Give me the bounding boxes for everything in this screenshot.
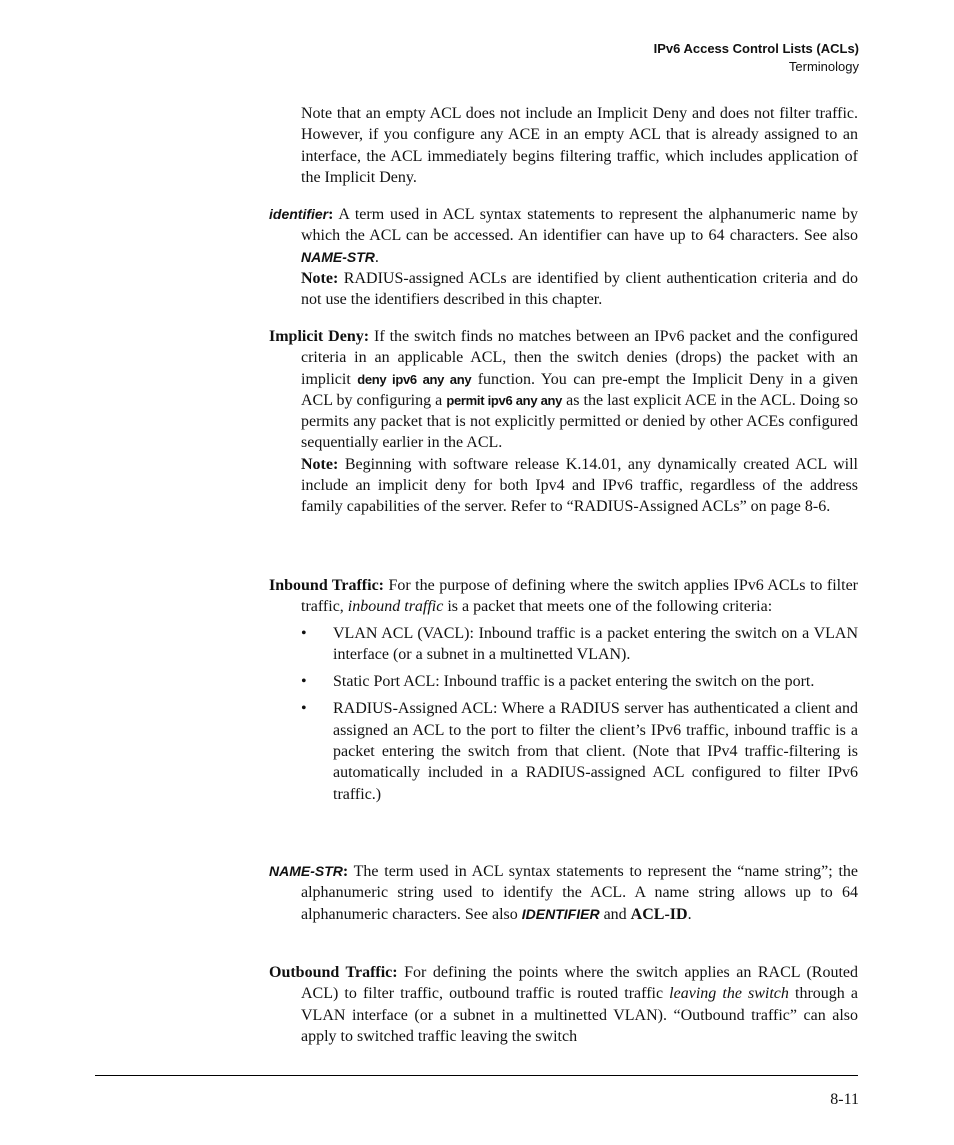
see-also-identifier: IDENTIFIER <box>521 905 600 922</box>
bullet-icon: • <box>301 673 307 691</box>
term-implicit-deny: Implicit Deny: <box>269 328 370 345</box>
entry-outbound-traffic <box>269 962 858 1047</box>
term-name-str: NAME-STR <box>269 863 343 879</box>
entry-name-str <box>269 861 858 925</box>
bullet-icon: • <box>301 700 307 718</box>
inbound-definition: Inbound Traffic: For the purpose of defining where the switch applies IPv6 ACLs to filter traffic, inbound traffic is a packet that meets one of the following criteria: <box>269 577 858 616</box>
entry-identifier <box>269 204 858 310</box>
outbound-definition: Outbound Traffic: For defining the points where the switch applies an RACL (Routed ACL) to filter traffic, outbound traffic is routed traffic leaving the switch through a VLAN interface (or a subnet in a multinetted VLAN). “Outbound traffic” can also apply to switched traffic leaving the switch <box>269 964 859 1045</box>
page-number: 8-11 <box>830 1091 859 1108</box>
bullet-icon: • <box>301 624 307 642</box>
implicit-deny-note: Note: Beginning with software release K.14.01, any dynamically created ACL will include an implicit deny for both Ipv4 and IPv6 traffic, regardless of the address family capabilities of the server. Refer to “RADIUS-Assigned ACLs” on page 8-6. <box>301 455 858 516</box>
list-item: • Static Port ACL: Inbound traffic is a packet entering the switch on the port. <box>301 671 858 692</box>
list-item: • VLAN ACL (VACL): Inbound traffic is a packet entering the switch on a VLAN interface (or a subnet in a multinetted VLAN). <box>301 624 858 663</box>
term-outbound-traffic: Outbound Traffic: <box>269 964 398 981</box>
implicit-deny-definition: Implicit Deny: If the switch finds no matches between an IPv6 packet and the configured criteria in an applicable ACL, then the switch denies (drops) the packet with an implicit deny ipv6 any any function. You can pre-empt the Implicit Deny in a given ACL by configuring a permit ipv6 any any as the last explicit ACE in the ACL. Doing so permits any packet that is not explicitly permitted or denied by other ACEs configured sequentially earlier in the ACL. <box>269 328 859 452</box>
footer-rule <box>95 1075 858 1076</box>
running-header-title: IPv6 Access Control Lists (ACLs) <box>653 41 859 56</box>
see-also-acl-id: ACL-ID <box>630 905 688 923</box>
command-permit: permit ipv6 any any <box>446 392 563 408</box>
intro-paragraph: Note that an empty ACL does not include an Implicit Deny and does not filter traffic. However, if you configure any ACE in an empty ACL that is already assigned to an interface, the ACL immediately begins filtering traffic, which includes application of the Implicit Deny. <box>301 105 858 186</box>
inbound-criteria-list <box>269 623 858 805</box>
name-str-definition: NAME-STR: The term used in ACL syntax statements to represent the “name string”; the alphanumeric string used to identify the ACL. A name string allows up to 64 alphanumeric characters. See also IDENTIFIER and ACL-ID. <box>269 863 858 923</box>
identifier-definition: identifier: A term used in ACL syntax statements to represent the alphanumeric name by which the ACL can be accessed. An identifier can have up to 64 characters. See also NAME-STR. <box>269 206 858 266</box>
entry-implicit-deny <box>269 326 858 518</box>
running-header-subtitle: Terminology <box>788 59 859 74</box>
entry-inbound-traffic <box>269 575 858 811</box>
term-identifier: identifier <box>269 206 329 222</box>
command-deny: deny ipv6 any any <box>357 371 472 387</box>
term-inbound-traffic: Inbound Traffic: <box>269 577 385 594</box>
list-item: • RADIUS-Assigned ACL: Where a RADIUS server has authenticated a client and assigned an ACL to the port to filter the client’s IPv6 traffic, inbound traffic is a packet entering the switch from that client. (Note that IPv4 traffic-filtering is automatically included in a RADIUS-assigned ACL configured to filter IPv6 traffic.) <box>301 700 858 803</box>
identifier-note: Note: RADIUS-assigned ACLs are identified by client authentication criteria and do not use the identifiers described in this chapter. <box>301 269 858 309</box>
see-also-name-str: NAME-STR <box>301 248 375 265</box>
